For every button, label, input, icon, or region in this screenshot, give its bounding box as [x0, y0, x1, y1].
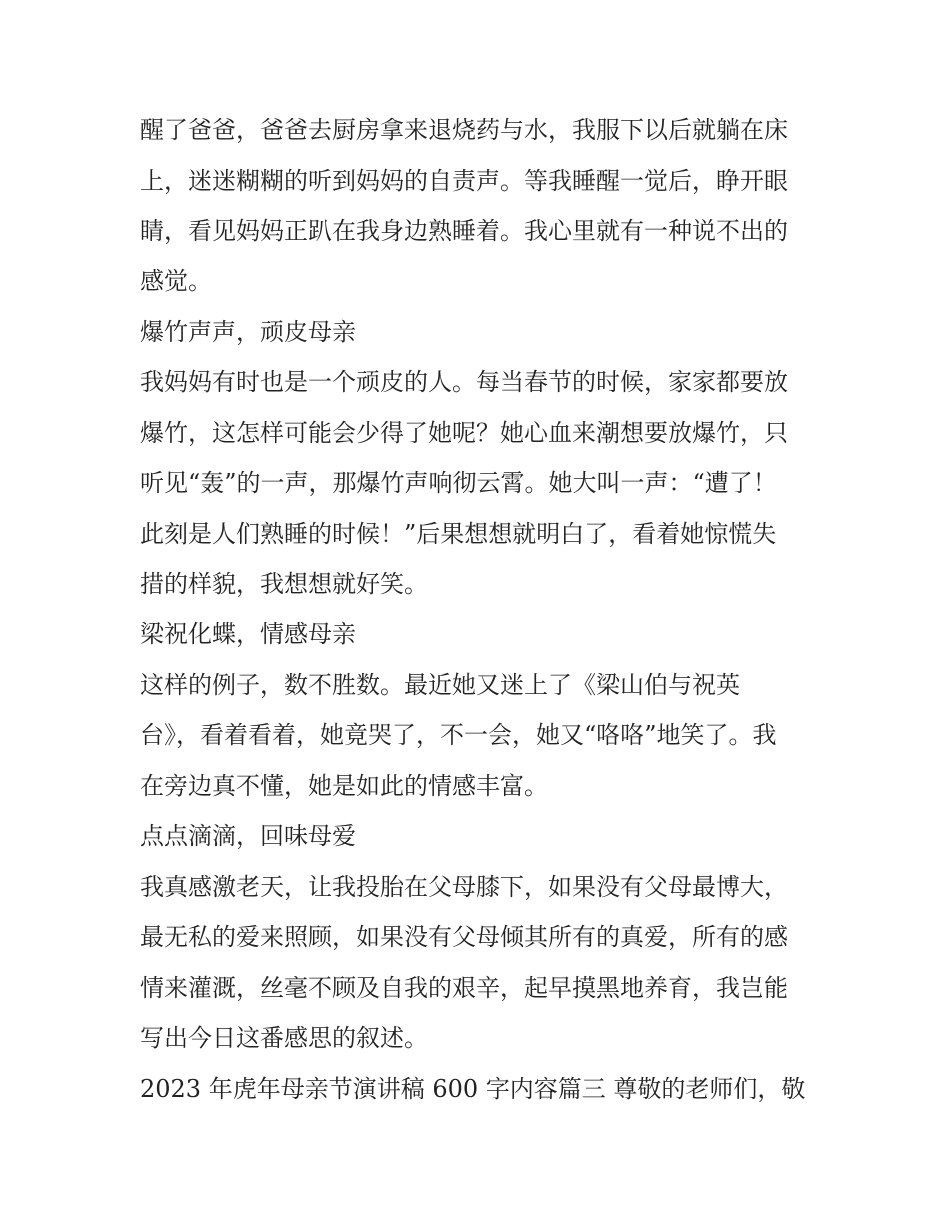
text-line-4: 感觉。 [140, 267, 212, 295]
text-line-14: 在旁边真不懂，她是如此的情感丰富。 [140, 772, 548, 800]
text-line-10: 措的样貌，我想想就好笑。 [140, 570, 428, 598]
text-line-19: 写出今日这番感思的叙述。 [140, 1024, 428, 1052]
text-line-12: 这样的例子，数不胜数。最近她又迷上了《梁山伯与祝英 [140, 671, 740, 699]
section-heading-mothers-love: 点点滴滴，回味母爱 [140, 822, 356, 850]
text-line-3: 睛，看见妈妈正趴在我身边熟睡着。我心里就有一种说不出的 [140, 217, 788, 245]
text-line-16: 我真感激老天，让我投胎在父母膝下，如果没有父母最博大， [140, 873, 788, 901]
text-line-17: 最无私的爱来照顾，如果没有父母倾其所有的真爱，所有的感 [140, 923, 788, 951]
text-line-8: 听见“轰”的一声，那爆竹声响彻云霄。她大叫一声：“遭了！ [140, 469, 777, 497]
text-line-1: 醒了爸爸，爸爸去厨房拿来退烧药与水，我服下以后就躺在床 [140, 116, 788, 144]
text-line-18: 情来灌溉，丝毫不顾及自我的艰辛，起早摸黑地养育，我岂能 [140, 974, 788, 1002]
text-line-6: 我妈妈有时也是一个顽皮的人。每当春节的时候，家家都要放 [140, 368, 788, 396]
text-line-13: 台》，看着看着，她竟哭了，不一会，她又“咯咯”地笑了。我 [140, 721, 777, 749]
text-line-9: 此刻是人们熟睡的时候！”后果想想就明白了，看着她惊慌失 [140, 520, 777, 548]
text-line-20: 2023 年虎年母亲节演讲稿 600 字内容篇三 尊敬的老师们，敬 [140, 1075, 806, 1103]
text-line-7: 爆竹，这怎样可能会少得了她呢？她心血来潮想要放爆竹，只 [140, 419, 788, 447]
text-line-2: 上，迷迷糊糊的听到妈妈的自责声。等我睡醒一觉后，睁开眼 [140, 167, 788, 195]
section-heading-butterfly-lovers: 梁祝化蝶，情感母亲 [140, 620, 356, 648]
section-heading-firecrackers: 爆竹声声，顽皮母亲 [140, 318, 356, 346]
